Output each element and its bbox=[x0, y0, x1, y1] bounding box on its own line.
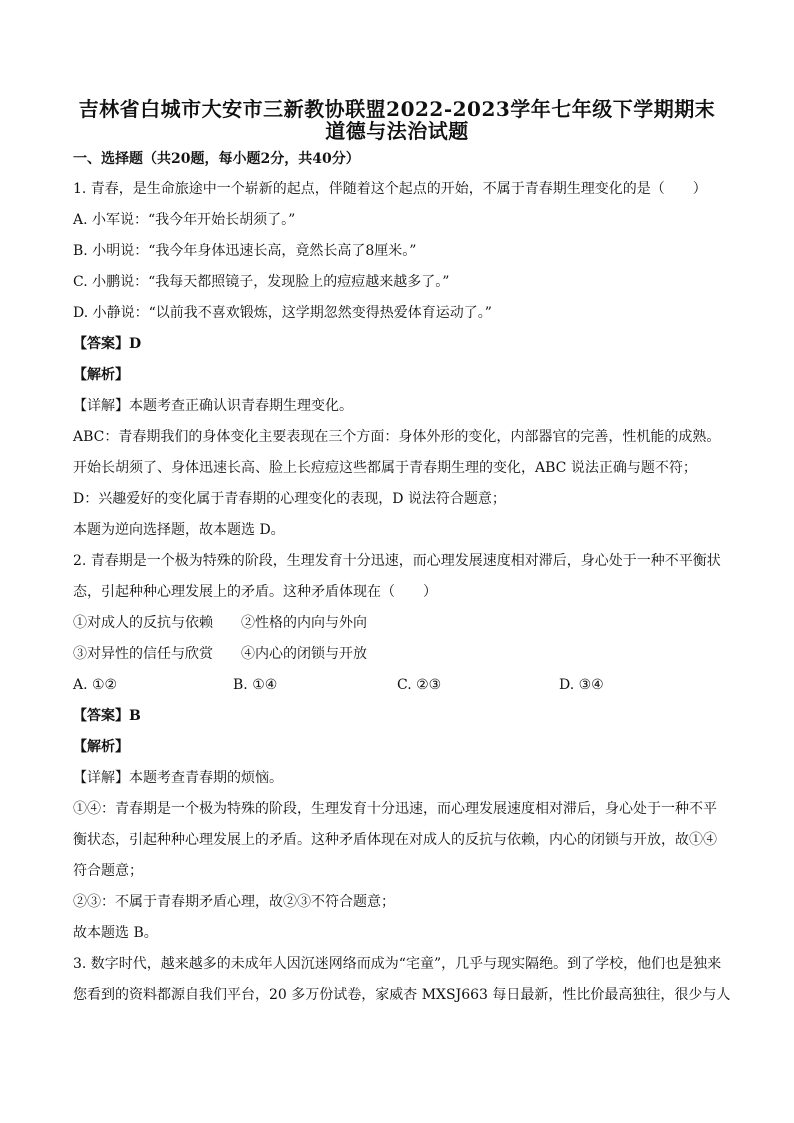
document-title-line-2: 道德与法治试题 bbox=[325, 119, 469, 143]
question-1-detail-line: 开始长胡须了、身体迅速长高、脸上长痘痘这些都属于青春期生理的变化，ABC 说法正确与题不符； bbox=[73, 460, 697, 476]
question-2-statements: ①对成人的反抗与依赖 ②性格的内向与外向 bbox=[73, 615, 367, 631]
question-1-stem: 1. 青春，是生命旅途中一个崭新的起点，伴随着这个起点的开始，不属于青春期生理变化的是（ ） bbox=[73, 181, 707, 197]
question-1-answer: 【答案】D bbox=[73, 336, 142, 352]
question-1-detail: 【详解】本题考查正确认识青春期生理变化。 bbox=[73, 398, 353, 414]
question-2-statements: ③对异性的信任与欣赏 ④内心的闭锁与开放 bbox=[73, 646, 367, 662]
question-2-option-a: A. ①② bbox=[73, 677, 118, 693]
question-2-option-b: B. ①④ bbox=[233, 677, 278, 693]
question-1-detail-line: D：兴趣爱好的变化属于青春期的心理变化的表现，D 说法符合题意； bbox=[73, 491, 506, 507]
question-1-detail-line: 本题为逆向选择题，故本题选 D。 bbox=[73, 522, 285, 538]
document-title-line-1: 吉林省白城市大安市三新教协联盟2022-2023学年七年级下学期期末 bbox=[78, 97, 716, 121]
question-1-option-c: C. 小鹏说：“我每天都照镜子，发现脸上的痘痘越来越多了。” bbox=[73, 274, 450, 290]
question-2-answer: 【答案】B bbox=[73, 708, 141, 724]
question-2-stem: 2. 青春期是一个极为特殊的阶段，生理发育十分迅速，而心理发展速度相对滞后，身心处于一种不平衡状 bbox=[73, 553, 721, 569]
question-1-analysis-label: 【解析】 bbox=[73, 367, 129, 383]
question-1-option-a: A. 小军说：“我今年开始长胡须了。” bbox=[73, 212, 296, 228]
question-1-detail-line: ABC：青春期我们的身体变化主要表现在三个方面：身体外形的变化，内部器官的完善，性机能的成熟。 bbox=[73, 429, 721, 445]
question-2-detail-line: 衡状态，引起种种心理发展上的矛盾。这种矛盾体现在对成人的反抗与依赖，内心的闭锁与开放，故①④ bbox=[73, 832, 717, 848]
question-2-detail-line: 故本题选 B。 bbox=[73, 925, 158, 941]
question-2-stem: 态，引起种种心理发展上的矛盾。这种矛盾体现在（ ） bbox=[73, 584, 437, 600]
question-1-option-b: B. 小明说：“我今年身体迅速长高，竟然长高了8厘米。” bbox=[73, 243, 417, 259]
question-2-option-c: C. ②③ bbox=[397, 677, 442, 693]
question-2-detail-line: 符合题意； bbox=[73, 863, 143, 879]
section-heading: 一、选择题（共20题，每小题2分，共40分） bbox=[73, 151, 360, 167]
question-2-option-d: D. ③④ bbox=[559, 677, 604, 693]
question-2-detail-line: ①④：青春期是一个极为特殊的阶段，生理发育十分迅速，而心理发展速度相对滞后，身心处于一种不平 bbox=[73, 801, 717, 817]
question-2-detail: 【详解】本题考查青春期的烦恼。 bbox=[73, 770, 283, 786]
question-2-detail-line: ②③：不属于青春期矛盾心理，故②③不符合题意； bbox=[73, 894, 395, 910]
question-3-stem-watermark-line: 您看到的资料都源自我们平台，20 多万份试卷，家威杏 MXSJ663 每日最新，性比价最高独往，很少与人 bbox=[73, 987, 731, 1003]
question-2-analysis-label: 【解析】 bbox=[73, 739, 129, 755]
question-1-option-d: D. 小静说：“以前我不喜欢锻炼，这学期忽然变得热爱体育运动了。” bbox=[73, 305, 492, 321]
question-3-stem: 3. 数字时代，越来越多的未成年人因沉迷网络而成为“宅童”，几乎与现实隔绝。到了学校，他们也是独来 bbox=[73, 956, 722, 972]
